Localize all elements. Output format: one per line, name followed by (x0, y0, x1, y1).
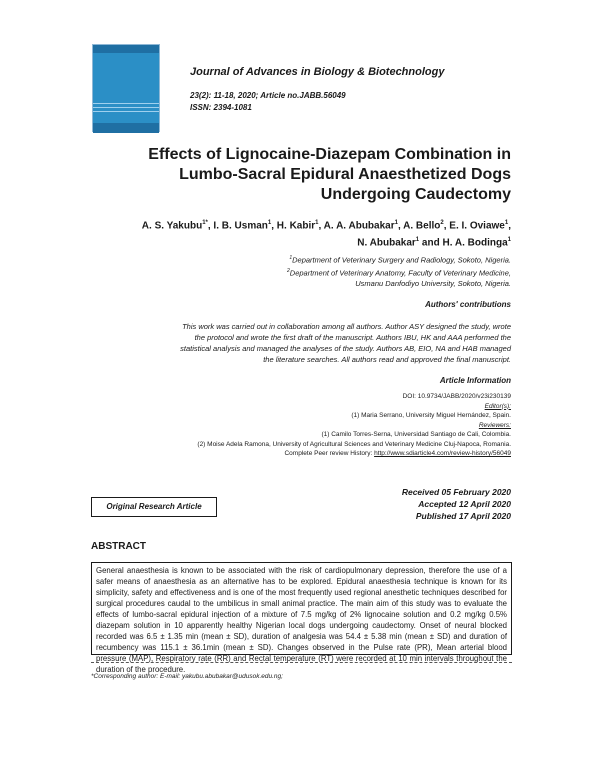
cover-top-band (93, 45, 159, 53)
author-separator: , (207, 220, 214, 232)
paper-title (100, 145, 511, 205)
contributions-line: This work was carried out in collaboration among all authors. Author ASY designed the study, wrote (182, 322, 511, 331)
doi: DOI: 10.9734/JABB/2020/v23i230139 (402, 393, 511, 400)
reviewer-entry: (1) Camilo Torres-Serna, Universidad Santiago de Cali, Colombia. (321, 431, 511, 438)
affiliation-2-cont: Usmanu Danfodiyo University, Sokoto, Nigeria. (355, 279, 511, 288)
editors-label: Editor(s): (484, 402, 511, 410)
cover-title-text (99, 59, 155, 63)
article-type-badge: Original Research Article (91, 497, 217, 517)
author-separator: and (419, 237, 443, 249)
review-history (100, 449, 511, 459)
author-affiliation-marker: 1 (394, 220, 398, 226)
article-info-heading: Article Information (439, 376, 511, 385)
affiliation-text: Department of Veterinary Anatomy, Faculty of Veterinary Medicine, (289, 268, 511, 277)
author-name: E. I. Oviawe (449, 220, 505, 232)
author-affiliation-marker: 1 (315, 220, 319, 226)
author-affiliation-marker: 1 (507, 237, 511, 244)
review-history-link[interactable]: http://www.sdiarticle4.com/review-history/56049 (374, 450, 511, 457)
cover-rule (93, 111, 159, 112)
accepted-date: Accepted 12 April 2020 (418, 499, 511, 509)
contributions-line: the protocol and wrote the first draft of the manuscript. Authors IBU, HK and AAA performed the (194, 333, 511, 342)
cover-bottom-band (93, 123, 159, 133)
journal-citation (190, 90, 346, 114)
affiliation-2 (150, 266, 511, 279)
reviewer-entry: (2) Moise Adela Ramona, University of Agricultural Sciences and Veterinary Medicine Cluj-Napoca, Romania. (197, 440, 511, 448)
author-name: H. A. Bodinga (442, 237, 508, 249)
review-history-label: Complete Peer review History: (284, 450, 375, 457)
author-line-1 (80, 216, 511, 233)
publication-dates (300, 486, 511, 522)
author-line-2 (80, 233, 511, 250)
author-list (80, 216, 511, 251)
author-separator: , (318, 220, 324, 232)
cover-rule (93, 107, 159, 108)
cover-rule (93, 103, 159, 104)
author-name: N. Abubakar (357, 237, 416, 249)
article-info (100, 392, 511, 459)
abstract-heading: ABSTRACT (91, 541, 146, 552)
author-name: A. S. Yakubu (141, 220, 203, 232)
author-name: I. B. Usman (213, 220, 268, 232)
abstract-text: General anaesthesia is known to be associated with the risk of cardiopulmonary depression, therefore the use of a safer means of anaesthesia as an alternative has to be explored. Epidural anaesthesia technique is known for its simplicity, safety and effectiveness and is one of the most frequently used regional anesthetic techniques described for surgical procedures caudal to the umbilicus in small animal practice. The main aim of this study was to evaluate the effects of lumbo-sacral epidural injection of a mixture of 7.5 mg/kg of 2% lignocaine solution and 0.2 mg/kg 0.5% diazepam solution in 10 apparently healthy Nigerian local dogs undergoing caudectomy. Onset of neural blocked recorded was 6.5 ± 1.35 min (mean ± SD), duration of analgesia was 54.4 ± 5.38 min (mean ± SD) and duration of recumbency was 115.1 ± 36.1min (mean ± SD). Changes observed in the Pulse rate (PR), Mean arterial blood pressure (MAP), Respiratory rate (RR) and Rectal temperature (RT) were recorded at 10 min intervals throughout the duration of the procedure. (91, 562, 512, 655)
received-date: Received 05 February 2020 (401, 487, 511, 497)
author-affiliation-marker: 1 (504, 220, 509, 226)
author-name: A. A. Abubakar (323, 220, 395, 232)
author-separator: , (271, 220, 277, 232)
title-line-2: Lumbo-Sacral Epidural Anaesthetized Dogs (179, 166, 511, 183)
contributions-heading: Authors' contributions (425, 300, 511, 309)
journal-cover-image (92, 44, 160, 132)
affiliation-marker: 2 (287, 267, 290, 274)
corresponding-author-footnote: *Corresponding author: E-mail: yakubu.abubakar@udusok.edu.ng; (91, 673, 283, 680)
author-separator: , (443, 220, 450, 232)
affiliation-marker: 1 (289, 255, 293, 261)
affiliation-1 (150, 253, 511, 266)
author-affiliation-marker: 1 (415, 237, 420, 244)
published-date: Published 17 April 2020 (415, 511, 511, 521)
author-name: A. Bello (403, 220, 441, 232)
contributions-text (95, 321, 511, 365)
affiliation-text: Department of Veterinary Surgery and Radiology, Sokoto, Nigeria. (292, 255, 511, 265)
author-name: H. Kabir (276, 220, 316, 232)
reviewers-label: Reviewers: (478, 421, 511, 429)
contributions-line: statistical analysis and managed the analyses of the study. Authors AB, EIO, NA and HAB managed (180, 344, 511, 353)
journal-name: Journal of Advances in Biology & Biotechnology (190, 66, 445, 78)
footnote-divider (91, 662, 512, 663)
issn-line: ISSN: 2394-1081 (190, 103, 252, 112)
contributions-line: the literature searches. All authors read and approved the final manuscript. (263, 355, 511, 364)
title-line-1: Effects of Lignocaine-Diazepam Combination in (148, 146, 511, 163)
editor-entry: (1) Maria Serrano, University Miguel Hernández, Spain. (351, 412, 511, 419)
author-separator: , (397, 220, 404, 232)
citation-line: 23(2): 11-18, 2020; Article no.JABB.56049 (190, 91, 346, 100)
author-affiliation-marker: 2 (440, 220, 444, 226)
author-affiliation-marker: 1* (202, 220, 208, 226)
author-affiliation-marker: 1 (267, 220, 272, 226)
author-separator: , (508, 220, 511, 232)
title-line-3: Undergoing Caudectomy (320, 186, 511, 203)
affiliations (150, 253, 511, 289)
